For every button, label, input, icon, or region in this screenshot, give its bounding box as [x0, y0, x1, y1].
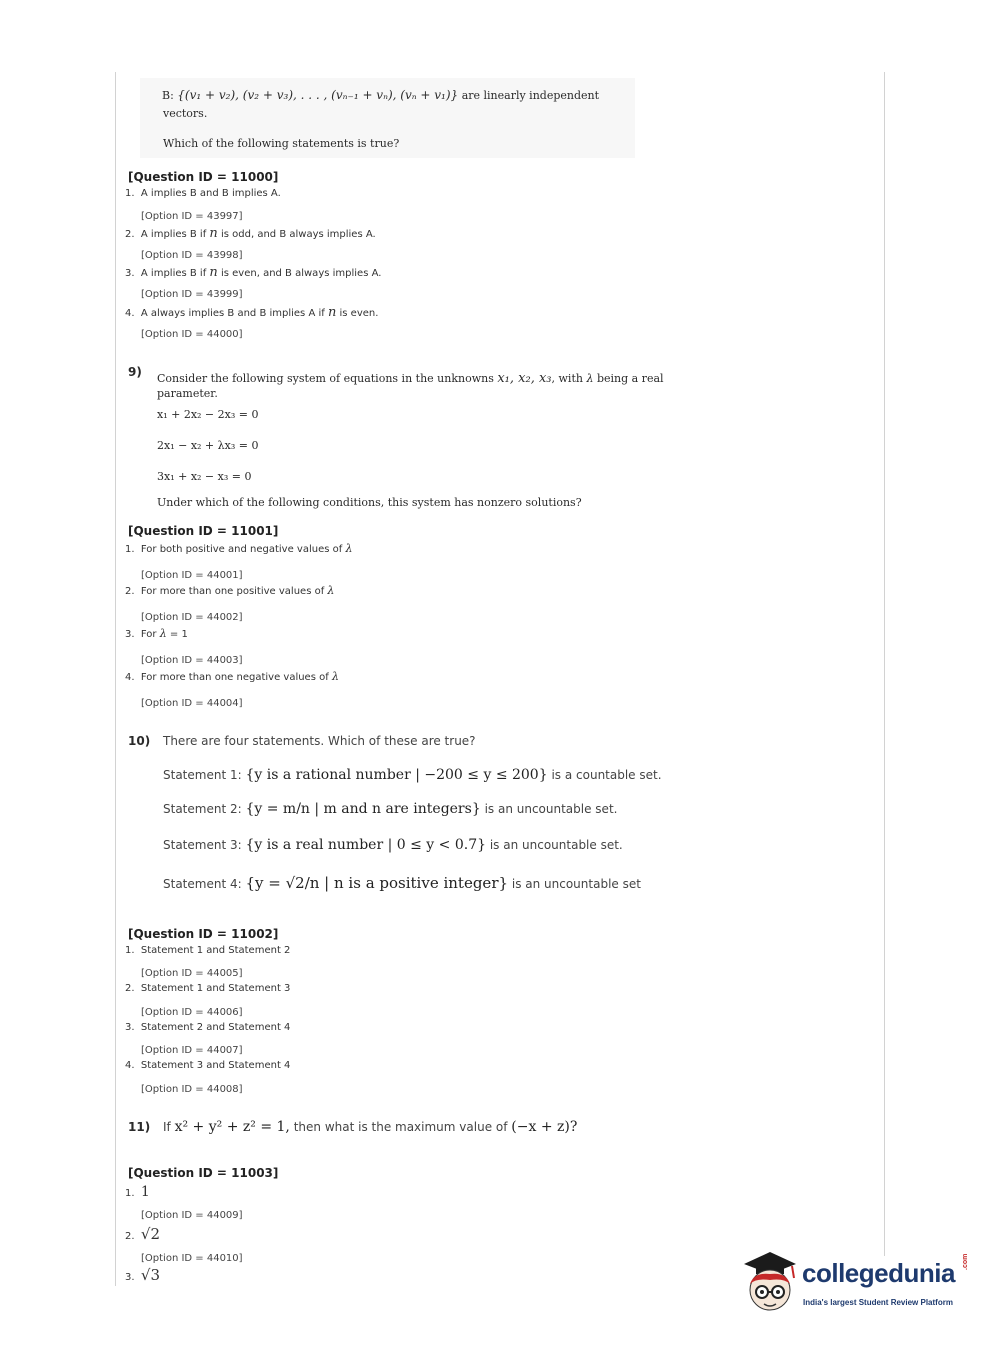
- page-border-right: [884, 72, 885, 1256]
- question-9-number: 9): [128, 365, 142, 379]
- question-10-number: 10): [128, 734, 151, 748]
- question-11-text: If x² + y² + z² = 1, then what is the maximum value of (−x + z)?: [163, 1119, 578, 1135]
- page-border-left: [115, 72, 116, 1286]
- question-9-option-4[interactable]: 4. For more than one negative values of λ: [125, 670, 339, 683]
- question-8-id: [Question ID = 11000]: [128, 170, 279, 184]
- statement-b-expr: {(v₁ + v₂), (v₂ + v₃), . . . , (vₙ₋₁ + vₙ), (vₙ + v₁)}: [177, 88, 459, 102]
- question-9-id: [Question ID = 11001]: [128, 524, 279, 538]
- question-9-prompt: Under which of the following conditions, this system has nonzero solutions?: [157, 496, 582, 509]
- question-8-option-3[interactable]: 3. A implies B if n is even, and B always implies A.: [125, 265, 382, 280]
- question-11-option-2-id: [Option ID = 44010]: [141, 1253, 243, 1264]
- question-9-option-1[interactable]: 1. For both positive and negative values of λ: [125, 542, 353, 555]
- question-8-option-1-id: [Option ID = 43997]: [141, 211, 243, 222]
- question-10-option-4-id: [Option ID = 44008]: [141, 1084, 243, 1095]
- collegedunia-logo: [740, 1248, 980, 1316]
- brand-domain: .com: [962, 1253, 969, 1270]
- question-8-option-2[interactable]: 2. A implies B if n is odd, and B always implies A.: [125, 226, 376, 241]
- question-9-option-3[interactable]: 3. For λ = 1: [125, 627, 188, 640]
- question-10-option-1-id: [Option ID = 44005]: [141, 968, 243, 979]
- question-9-option-1-id: [Option ID = 44001]: [141, 570, 243, 581]
- question-9-option-4-id: [Option ID = 44004]: [141, 698, 243, 709]
- statement-2: Statement 2: {y = m/n | m and n are integers} is an uncountable set.: [163, 801, 618, 817]
- equation-3: 3x₁ + x₂ − x₃ = 0: [157, 470, 252, 483]
- question-11-number: 11): [128, 1120, 151, 1134]
- statement-b-line1: [162, 88, 599, 102]
- statement-b-suffix: are linearly independent: [461, 89, 600, 102]
- mascot-icon: [740, 1248, 800, 1314]
- question-8-option-2-id: [Option ID = 43998]: [141, 250, 243, 261]
- question-9-option-2[interactable]: 2. For more than one positive values of λ: [125, 584, 335, 597]
- question-9-text-line1: Consider the following system of equations in the unknowns x₁, x₂, x₃, with λ being a real: [157, 371, 664, 386]
- question-9-text-line2: parameter.: [157, 387, 218, 400]
- question-11-id: [Question ID = 11003]: [128, 1166, 279, 1180]
- question-10-option-1[interactable]: 1. Statement 1 and Statement 2: [125, 945, 291, 956]
- question-8-prompt: Which of the following statements is true?: [163, 137, 400, 150]
- question-8-option-4[interactable]: 4. A always implies B and B implies A if n is even.: [125, 305, 379, 320]
- question-11-option-3[interactable]: 3. √3: [125, 1266, 161, 1284]
- question-10-text: There are four statements. Which of these are true?: [163, 734, 476, 748]
- question-9-option-2-id: [Option ID = 44002]: [141, 612, 243, 623]
- brand-name: collegedunia: [802, 1258, 955, 1288]
- question-8-option-4-id: [Option ID = 44000]: [141, 329, 243, 340]
- question-10-id: [Question ID = 11002]: [128, 927, 279, 941]
- question-10-option-3-id: [Option ID = 44007]: [141, 1045, 243, 1056]
- question-8-option-3-id: [Option ID = 43999]: [141, 289, 243, 300]
- statement-b-prefix: B:: [162, 89, 174, 102]
- statement-1: Statement 1: {y is a rational number | −200 ≤ y ≤ 200} is a countable set.: [163, 767, 662, 783]
- equation-2: 2x₁ − x₂ + λx₃ = 0: [157, 439, 259, 452]
- question-10-option-3[interactable]: 3. Statement 2 and Statement 4: [125, 1022, 291, 1033]
- question-9-option-3-id: [Option ID = 44003]: [141, 655, 243, 666]
- question-10-option-4[interactable]: 4. Statement 3 and Statement 4: [125, 1060, 291, 1071]
- question-10-option-2-id: [Option ID = 44006]: [141, 1007, 243, 1018]
- statement-b-line2: vectors.: [163, 107, 208, 120]
- statement-4: Statement 4: {y = √2/n | n is a positive integer} is an uncountable set: [163, 874, 641, 892]
- question-8-option-1[interactable]: 1. A implies B and B implies A.: [125, 188, 281, 199]
- equation-1: x₁ + 2x₂ − 2x₃ = 0: [157, 408, 259, 421]
- question-11-option-1-id: [Option ID = 44009]: [141, 1210, 243, 1221]
- question-11-option-2[interactable]: 2. √2: [125, 1225, 161, 1243]
- statement-3: Statement 3: {y is a real number | 0 ≤ y < 0.7} is an uncountable set.: [163, 837, 623, 853]
- question-11-option-1[interactable]: 1. 1: [125, 1184, 150, 1200]
- question-10-option-2[interactable]: 2. Statement 1 and Statement 3: [125, 983, 291, 994]
- brand-tagline: India's largest Student Review Platform: [803, 1298, 953, 1307]
